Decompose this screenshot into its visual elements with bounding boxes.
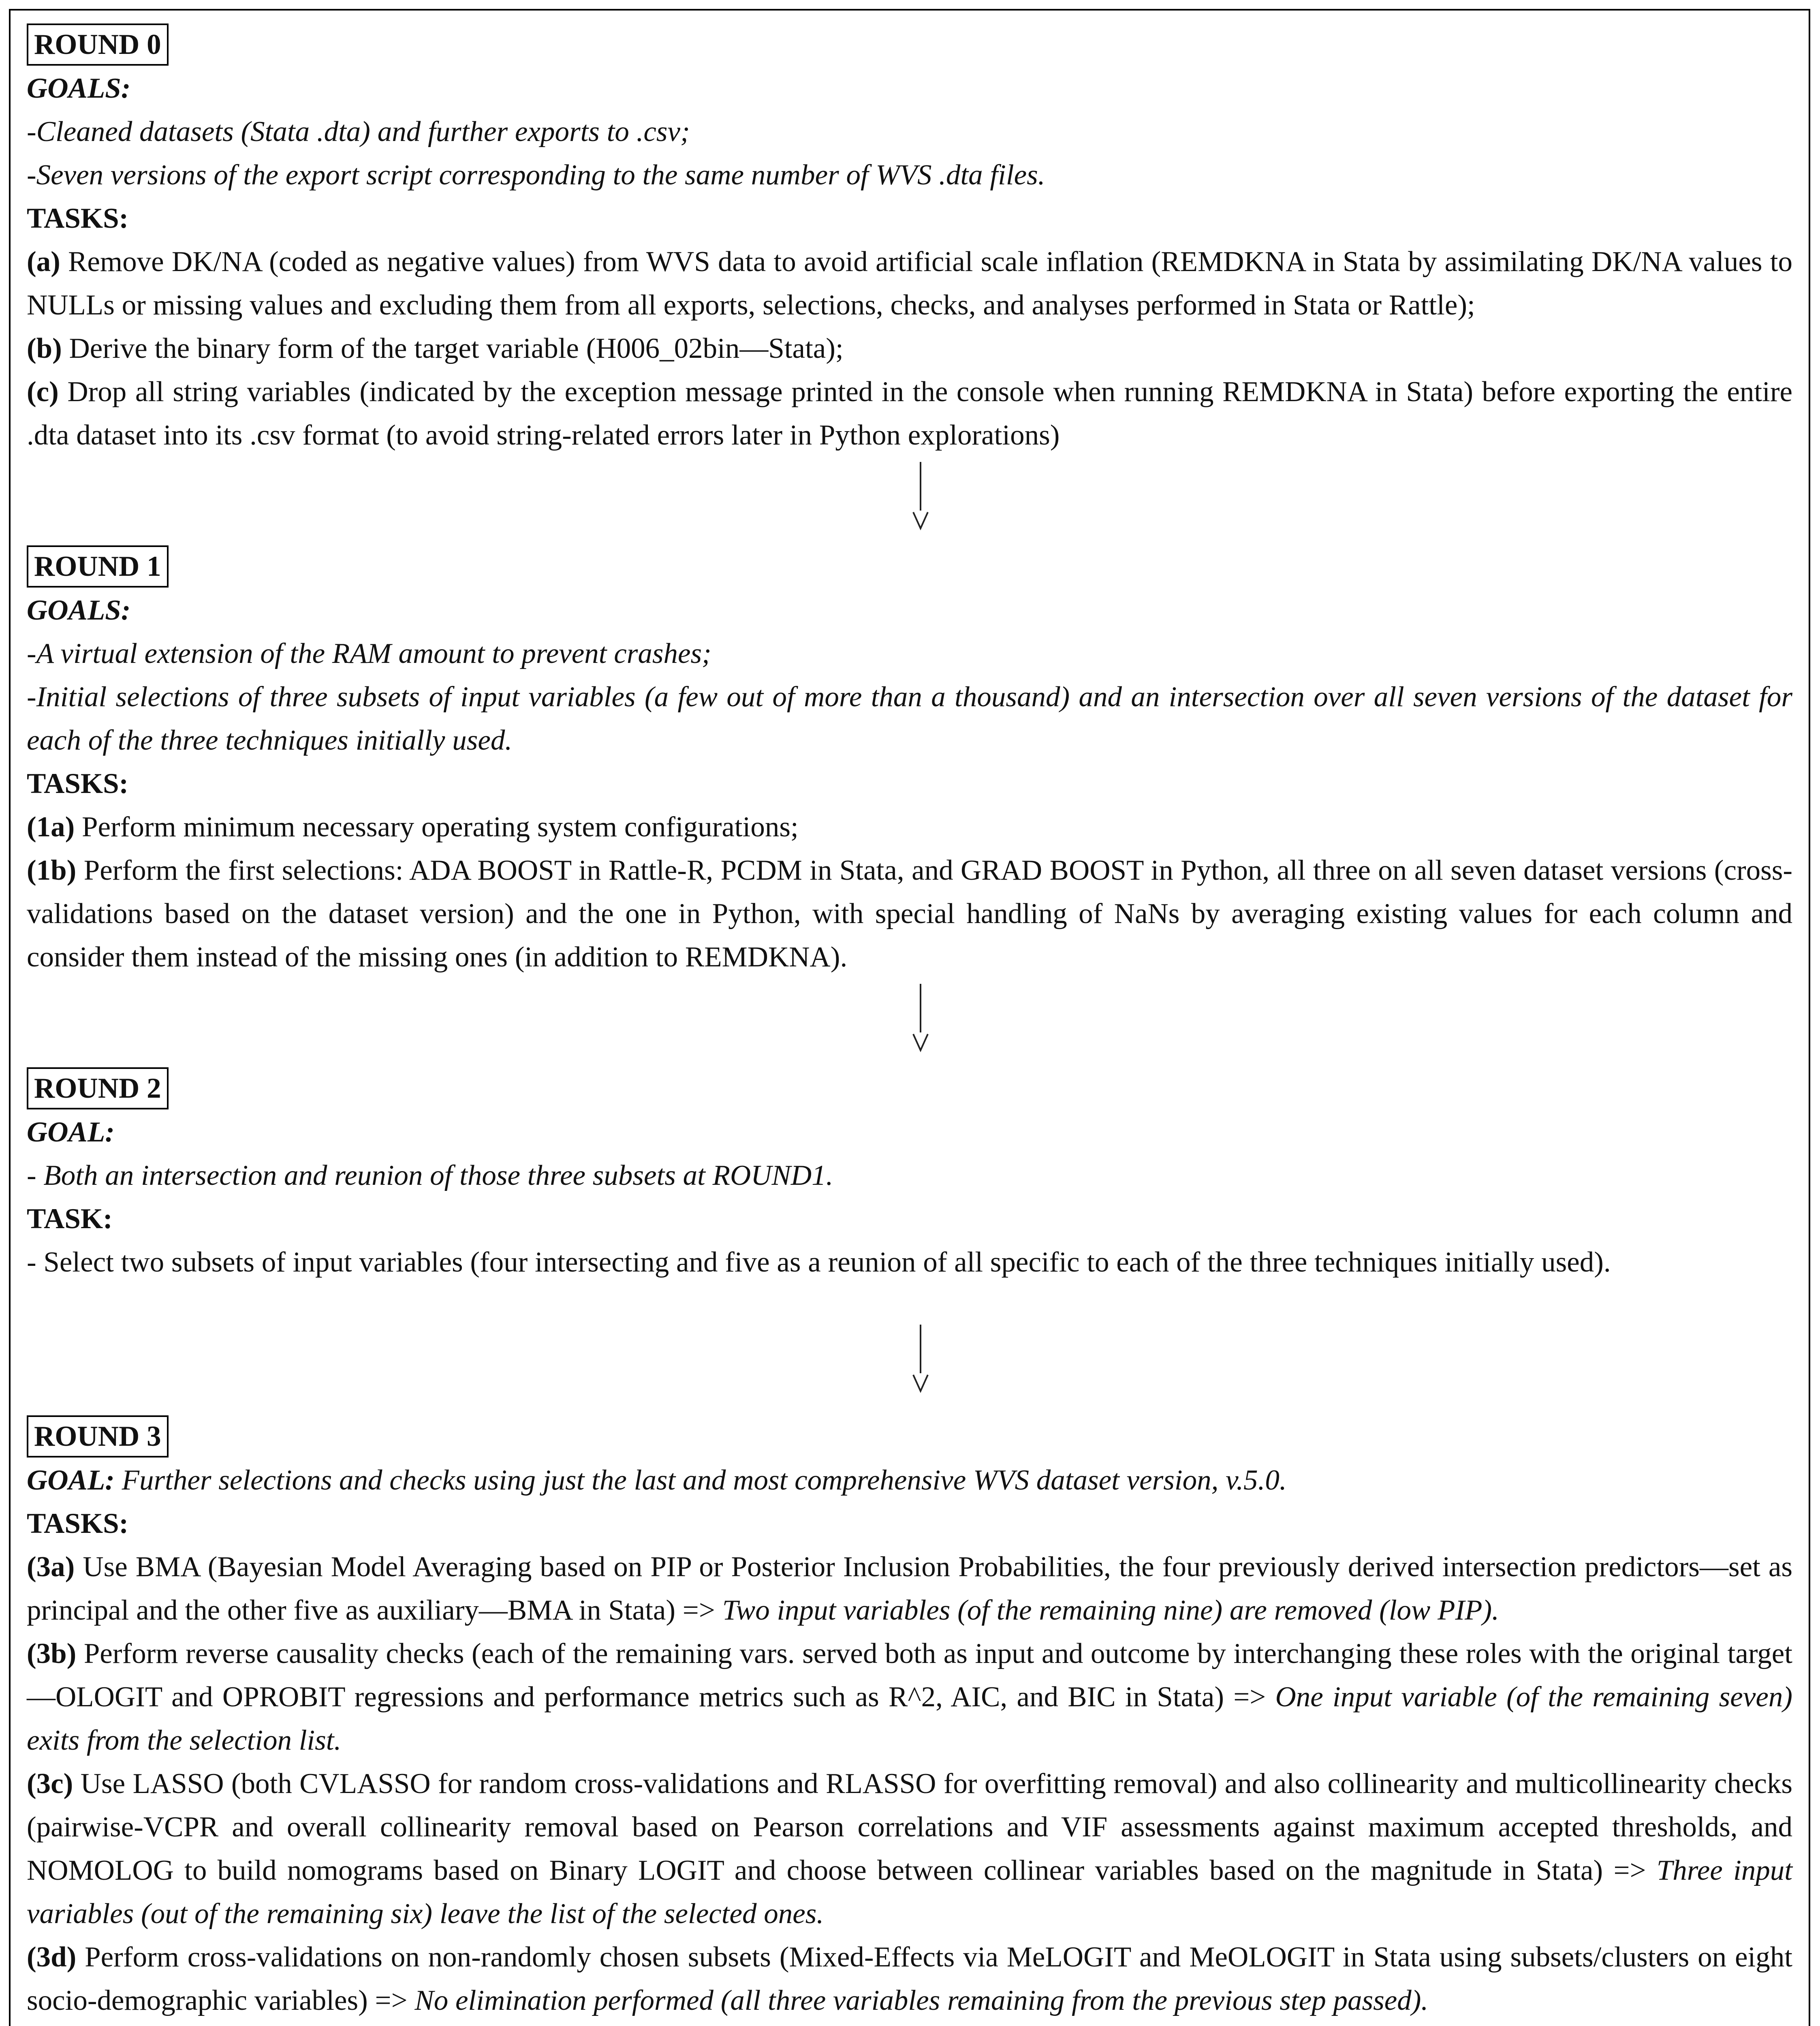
- task-label: (1a): [27, 811, 75, 843]
- round-2-goal-label: GOAL:: [27, 1116, 115, 1148]
- round-1-title: ROUND 1: [27, 545, 169, 588]
- arrow-down-icon: [911, 506, 930, 531]
- task-label: (3a): [27, 1551, 75, 1583]
- task-result: Two input variables (of the remaining nine) are removed (low PIP).: [722, 1594, 1499, 1626]
- task-text: Use LASSO (both CVLASSO for random cross-validations and RLASSO for overfitting removal) and also collinearity and multicollinearity checks (pairwise-VCPR and overall collinearity removal based on Pearson correlations and VIF assessments against maximum accepted thresholds, and NOMOLOG to build nomograms based on Binary LOGIT and choose between collinear variables based on the magnitude in Stata) =>: [27, 1768, 1792, 1886]
- round-0-tasks-label: TASKS:: [27, 203, 129, 234]
- task-label: (3c): [27, 1768, 73, 1799]
- round-0-task-b: [27, 327, 1792, 370]
- round-1-goal-2: -Initial selections of three subsets of input variables (a few out of more than a thousand) and an intersection over all seven versions of the dataset for each of the three techniques initially used.: [27, 681, 1792, 756]
- round-1-task-1b: [27, 849, 1792, 979]
- task-result: No elimination performed (all three variables remaining from the previous step passed).: [414, 1985, 1429, 2016]
- arrow-down-icon: [911, 1369, 930, 1393]
- goal-label: GOAL:: [27, 1464, 115, 1496]
- round-2-goal-1: - Both an intersection and reunion of those three subsets at ROUND1.: [27, 1160, 833, 1191]
- round-1-task-1a: [27, 806, 1792, 849]
- arrow-shaft: [920, 1325, 921, 1373]
- task-result: One input variable (of the remaining seven) exits from the selection list.: [27, 1681, 1792, 1756]
- round-3-goal: [27, 1459, 1792, 1502]
- flow-arrow-0-1: [27, 457, 1792, 545]
- round-3-block: [27, 1415, 1792, 2026]
- round-0-title: ROUND 0: [27, 24, 169, 66]
- goal-text: Further selections and checks using just the last and most comprehensive WVS dataset version, v.5.0.: [122, 1464, 1287, 1496]
- round-2-title: ROUND 2: [27, 1067, 169, 1109]
- round-2-block: [27, 1066, 1792, 1284]
- arrow-shaft: [920, 984, 921, 1032]
- task-label: (1b): [27, 855, 77, 886]
- round-0-task-c: [27, 370, 1792, 457]
- round-3-task-3e: [27, 2022, 1792, 2026]
- round-1-tasks-label: TASKS:: [27, 768, 129, 799]
- task-label: (a): [27, 246, 60, 278]
- round-3-task-3c: [27, 1762, 1792, 1936]
- round-3-title: ROUND 3: [27, 1415, 169, 1458]
- task-text: Perform reverse causality checks (each of the remaining vars. served both as input and outcome by interchanging these roles with the original target—OLOGIT and OPROBIT regressions and performance metrics such as R^2, AIC, and BIC in Stata) =>: [27, 1638, 1793, 1713]
- round-0-block: [27, 23, 1792, 457]
- task-result: Three input variables (out of the remaining six) leave the list of the selected ones.: [27, 1855, 1793, 1930]
- task-text: Perform cross-validations on non-randomly chosen subsets (Mixed-Effects via MeLOGIT and MeOLOGIT in Stata using subsets/clusters on eight socio-demographic variables) =>: [27, 1941, 1793, 2016]
- task-label: (c): [27, 376, 59, 408]
- task-label: (3d): [27, 1941, 77, 1973]
- task-label: (b): [27, 333, 62, 364]
- round-2-task-label: TASK:: [27, 1203, 113, 1235]
- task-text: Derive the binary form of the target variable (H006_02bin—Stata);: [69, 333, 844, 364]
- round-3-tasks-label: TASKS:: [27, 1508, 129, 1539]
- round-1-goal-1: -A virtual extension of the RAM amount to prevent crashes;: [27, 638, 711, 669]
- round-0-task-a: [27, 240, 1792, 327]
- arrow-shaft: [920, 462, 921, 511]
- task-text: Perform minimum necessary operating system configurations;: [82, 811, 799, 843]
- task-label: (3b): [27, 1638, 77, 1669]
- flowchart-frame: [9, 9, 1810, 2026]
- task-text: Perform the first selections: ADA BOOST in Rattle-R, PCDM in Stata, and GRAD BOOST in Python, all three on all seven dataset versions (cross-validations based on the dataset version) and the one in Python, with special handling of NaNs by averaging existing values for each column and consider them instead of the missing ones (in addition to REMDKNA).: [27, 855, 1792, 973]
- task-text: Use BMA (Bayesian Model Averaging based on PIP or Posterior Inclusion Probabilities, the four previously derived intersection predictors—set as principal and the other five as auxiliary—BMA in Stata) =>: [27, 1551, 1792, 1626]
- flow-arrow-1-2: [27, 979, 1792, 1066]
- round-0-goal-1: -Cleaned datasets (Stata .dta) and further exports to .csv;: [27, 116, 690, 147]
- task-text: Remove DK/NA (coded as negative values) from WVS data to avoid artificial scale inflation (REMDKNA in Stata by assimilating DK/NA values to NULLs or missing values and excluding them from all exports, selections, checks, and analyses performed in Stata or Rattle);: [27, 246, 1792, 321]
- round-3-task-3d: [27, 1936, 1792, 2022]
- flow-arrow-2-3: [27, 1284, 1792, 1415]
- round-1-block: [27, 545, 1792, 979]
- round-0-goals-label: GOALS:: [27, 73, 131, 104]
- task-text: Drop all string variables (indicated by the exception message printed in the console when running REMDKNA in Stata) before exporting the entire .dta dataset into its .csv format (to avoid string-related errors later in Python explorations): [27, 376, 1792, 451]
- round-1-goals-label: GOALS:: [27, 594, 131, 626]
- round-3-task-3a: [27, 1545, 1792, 1632]
- round-0-goal-2: -Seven versions of the export script corresponding to the same number of WVS .dta files.: [27, 159, 1045, 191]
- round-2-task: - Select two subsets of input variables (four intersecting and five as a reunion of all specific to each of the three techniques initially used).: [27, 1246, 1611, 1278]
- arrow-down-icon: [911, 1028, 930, 1053]
- round-3-task-3b: [27, 1632, 1792, 1762]
